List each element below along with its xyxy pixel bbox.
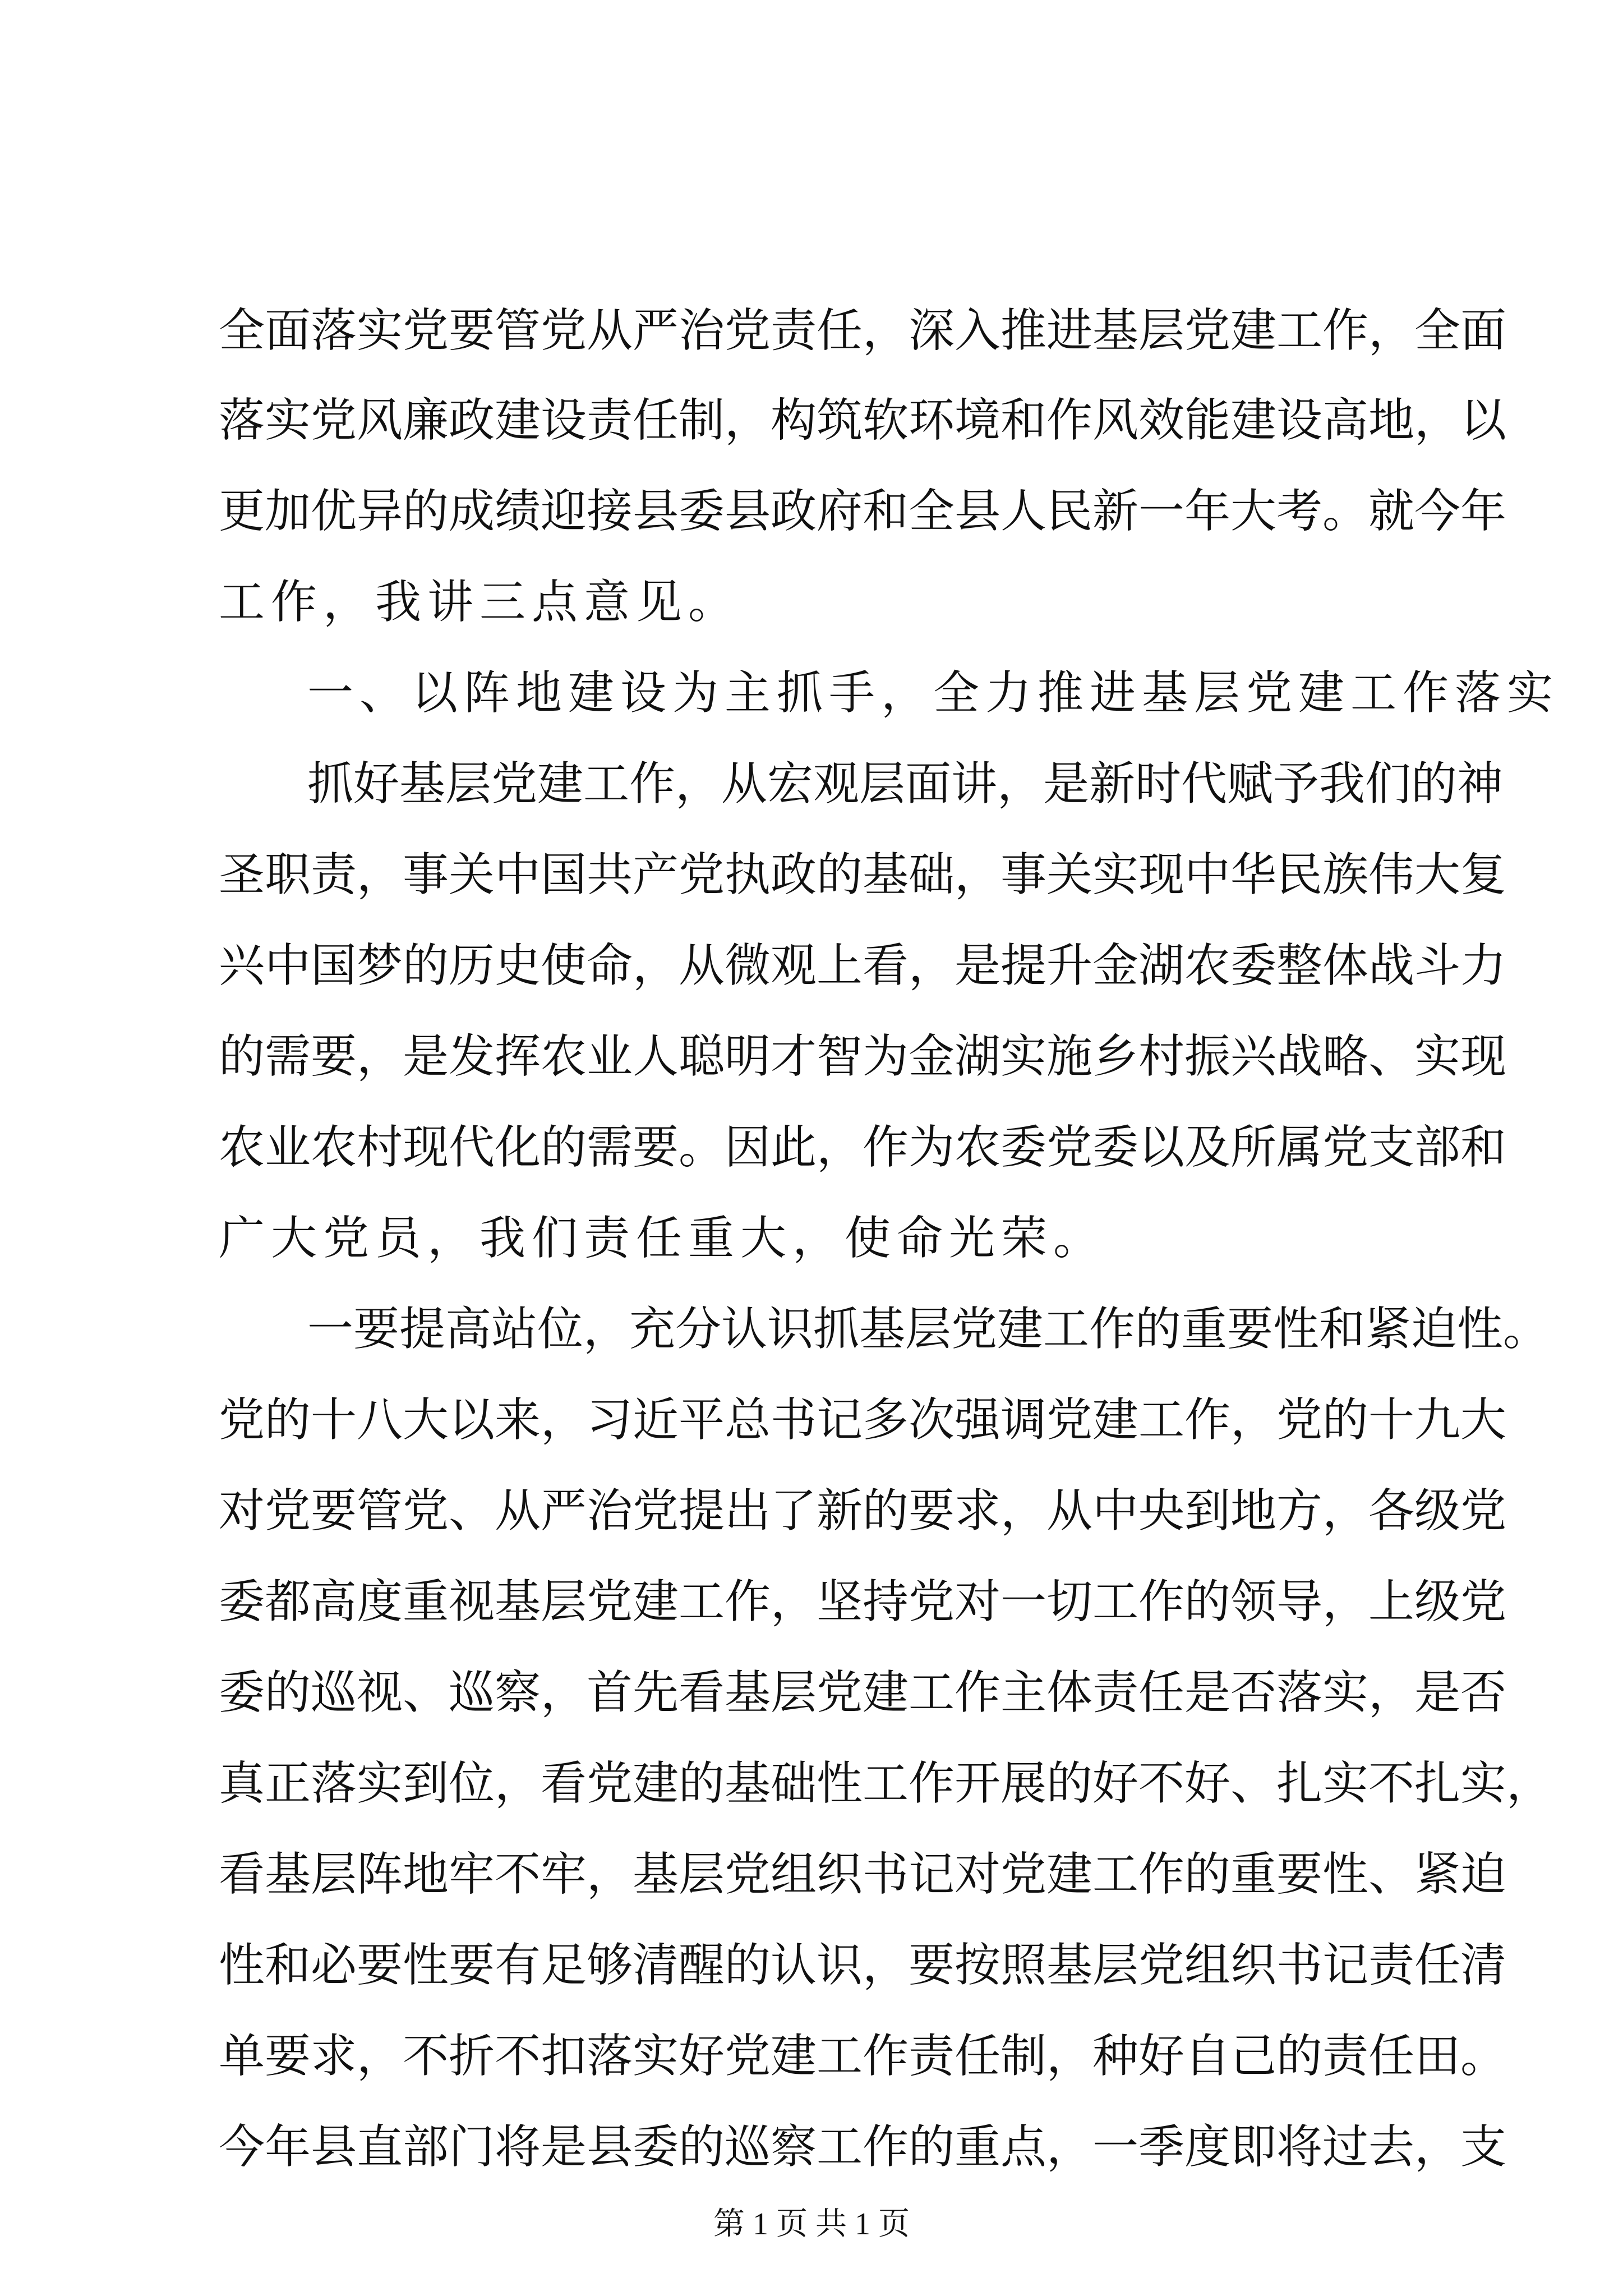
body-line: 工作，我讲三点意见。 [219, 576, 741, 629]
body-line: 更加优异的成绩迎接县委县政府和全县人民新一年大考。就今年 [219, 485, 1507, 538]
paragraph-start-line: 抓好基层党建工作，从宏观层面讲，是新时代赋予我们的神 [307, 757, 1504, 811]
body-line: 落实党风廉政建设责任制，构筑软环境和作风效能建设高地，以 [219, 394, 1507, 447]
body-line: 单要求，不折不扣落实好党建工作责任制，种好自己的责任田。 [219, 2030, 1507, 2083]
body-line: 全面落实党要管党从严治党责任，深入推进基层党建工作，全面 [219, 304, 1507, 357]
paragraph-start-line: 一要提高站位，充分认识抓基层党建工作的重要性和紧迫性。 [307, 1303, 1550, 1356]
body-line: 看基层阵地牢不牢，基层党组织书记对党建工作的重要性、紧迫 [219, 1848, 1507, 1901]
body-line: 农业农村现代化的需要。因此，作为农委党委以及所属党支部和 [219, 1121, 1507, 1174]
body-line: 委都高度重视基层党建工作，坚持党对一切工作的领导，上级党 [219, 1575, 1507, 1628]
body-line: 的需要，是发挥农业人聪明才智为金湖实施乡村振兴战略、实现 [219, 1030, 1507, 1083]
body-line: 广大党员，我们责任重大，使命光荣。 [219, 1212, 1106, 1265]
section-heading: 一、以阵地建设为主抓手，全力推进基层党建工作落实 [307, 666, 1560, 720]
body-line: 兴中国梦的历史使命，从微观上看，是提升金湖农委整体战斗力 [219, 939, 1507, 992]
body-line: 真正落实到位，看党建的基础性工作开展的好不好、扎实不扎实， [219, 1757, 1553, 1810]
body-line: 对党要管党、从严治党提出了新的要求，从中央到地方，各级党 [219, 1484, 1507, 1538]
body-line: 委的巡视、巡察，首先看基层党建工作主体责任是否落实，是否 [219, 1666, 1507, 1719]
body-line: 性和必要性要有足够清醒的认识，要按照基层党组织书记责任清 [219, 1939, 1507, 1992]
body-line: 党的十八大以来，习近平总书记多次强调党建工作，党的十九大 [219, 1393, 1507, 1447]
body-line: 圣职责，事关中国共产党执政的基础，事关实现中华民族伟大复 [219, 848, 1507, 901]
page-footer: 第 1 页 共 1 页 [713, 2207, 910, 2242]
body-line: 今年县直部门将是县委的巡察工作的重点，一季度即将过去，支 [219, 2120, 1507, 2174]
